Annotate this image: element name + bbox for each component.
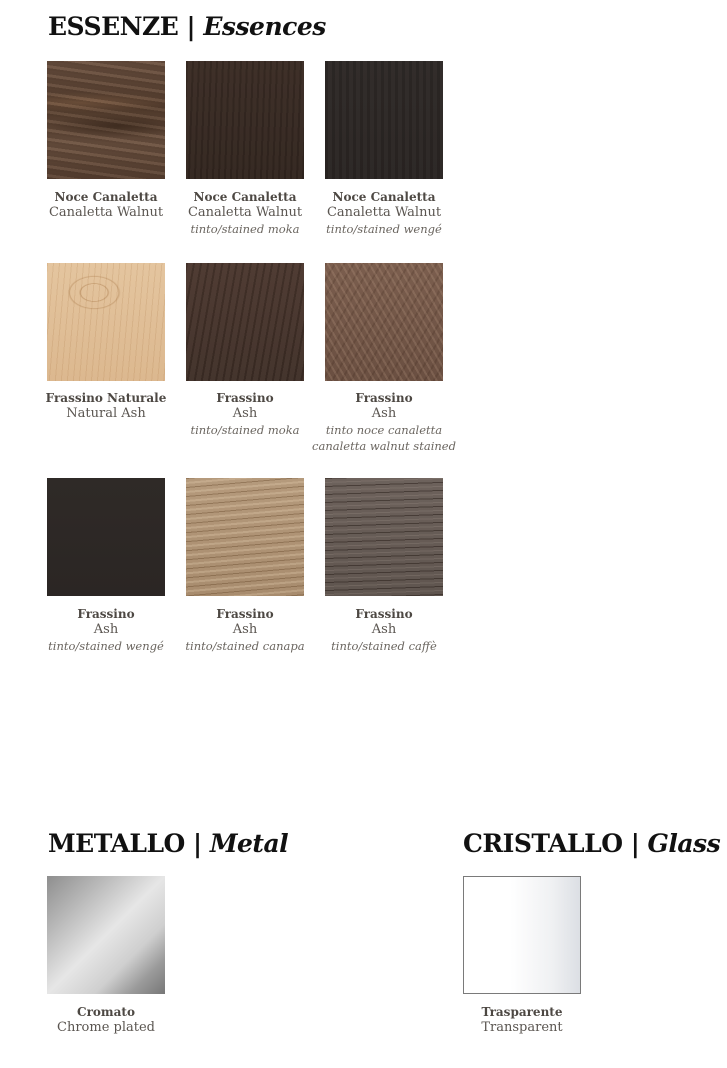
- essences-title-alt: Essences: [203, 12, 326, 41]
- caption-line2: Ash: [232, 406, 258, 421]
- swatch-ash-canaletta[interactable]: [325, 263, 443, 381]
- caption-line1: Frassino: [355, 391, 413, 405]
- caption-line1: Frassino Naturale: [45, 391, 167, 405]
- caption-line2: Canaletta Walnut: [187, 205, 303, 220]
- swatch-glass[interactable]: [463, 876, 581, 994]
- caption-line1: Cromato: [77, 1005, 135, 1019]
- caption-line2: Ash: [371, 622, 397, 637]
- caption-line3: tinto/stained moka: [190, 222, 300, 236]
- caption-line2: Ash: [232, 622, 258, 637]
- caption-chrome: [21, 1004, 191, 1036]
- glass-title-sep: |: [622, 829, 648, 858]
- metal-heading: [48, 829, 288, 858]
- caption-line2: Transparent: [481, 1020, 563, 1035]
- caption-line1: Frassino: [77, 607, 135, 621]
- caption-glass: [437, 1004, 607, 1036]
- caption-line1: Noce Canaletta: [332, 190, 436, 204]
- caption-line2: Canaletta Walnut: [48, 205, 164, 220]
- caption-line2: Ash: [93, 622, 119, 637]
- metal-title-alt: Metal: [209, 829, 289, 858]
- caption-line3: tinto/stained wengé: [326, 222, 442, 236]
- essences-title-main: ESSENZE: [48, 12, 179, 41]
- caption-line1: Noce Canaletta: [193, 190, 297, 204]
- swatch-ash-canapa[interactable]: [186, 478, 304, 596]
- caption-line4: canaletta walnut stained: [312, 439, 456, 453]
- caption-ash-caffe: [299, 606, 469, 654]
- essences-title-sep: |: [178, 12, 204, 41]
- glass-title-alt: Glass: [647, 829, 721, 858]
- swatch-ash-wenge[interactable]: [47, 478, 165, 596]
- caption-line3: tinto/stained wengé: [48, 639, 164, 653]
- caption-line3: tinto noce canaletta: [325, 423, 443, 437]
- caption-line1: Trasparente: [481, 1005, 563, 1019]
- caption-canaletta-walnut-wenge: [299, 189, 469, 237]
- swatch-canaletta-walnut-wenge[interactable]: [325, 61, 443, 179]
- caption-line2: Canaletta Walnut: [326, 205, 442, 220]
- caption-line1: Noce Canaletta: [54, 190, 158, 204]
- caption-ash-canaletta: [289, 390, 479, 454]
- glass-heading: [463, 829, 720, 858]
- glass-title-main: CRISTALLO: [463, 829, 623, 858]
- caption-line1: Frassino: [216, 391, 274, 405]
- swatch-ash-caffe[interactable]: [325, 478, 443, 596]
- swatch-ash-moka[interactable]: [186, 263, 304, 381]
- caption-line3: tinto/stained canapa: [185, 639, 305, 653]
- caption-line2: Natural Ash: [66, 406, 146, 421]
- swatch-chrome[interactable]: [47, 876, 165, 994]
- essences-heading: [48, 12, 326, 41]
- caption-line1: Frassino: [216, 607, 274, 621]
- caption-line3: tinto/stained caffè: [331, 639, 437, 653]
- swatch-canaletta-walnut[interactable]: [47, 61, 165, 179]
- caption-line2: Ash: [371, 406, 397, 421]
- metal-title-main: METALLO: [48, 829, 185, 858]
- caption-line3: tinto/stained moka: [190, 423, 300, 437]
- metal-title-sep: |: [184, 829, 210, 858]
- caption-line1: Frassino: [355, 607, 413, 621]
- swatch-natural-ash[interactable]: [47, 263, 165, 381]
- caption-line2: Chrome plated: [57, 1020, 155, 1035]
- swatch-canaletta-walnut-moka[interactable]: [186, 61, 304, 179]
